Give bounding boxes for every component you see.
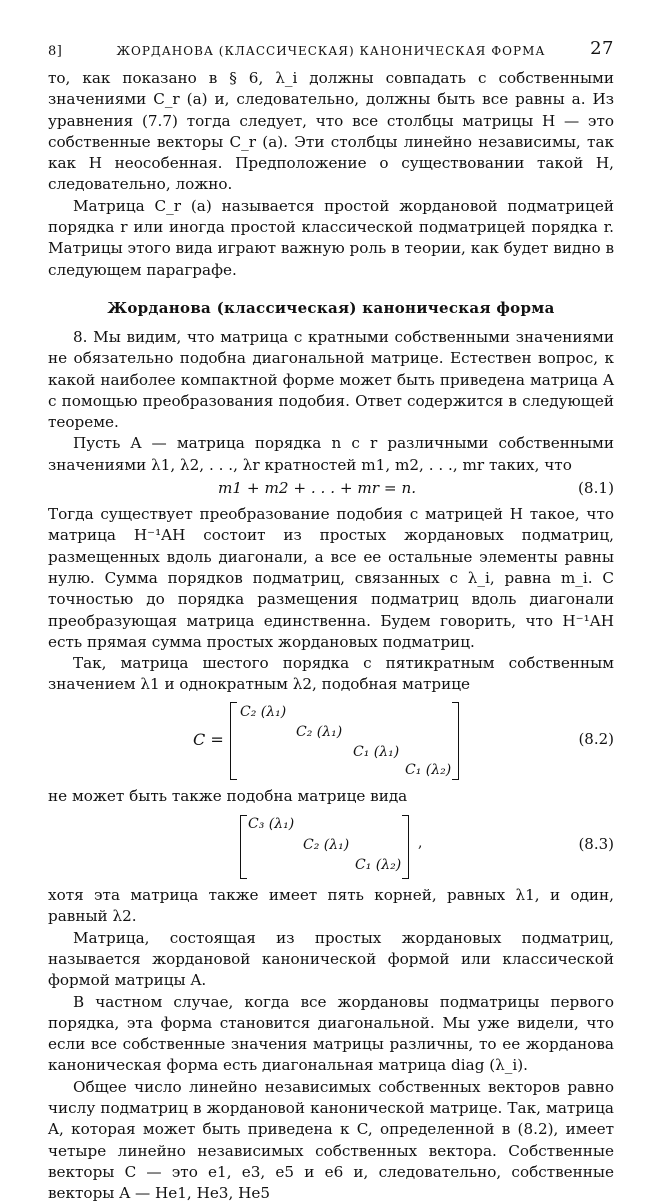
equation-8-1 xyxy=(48,476,614,504)
paragraph-10: В частном случае, когда все жордановы подматрицы первого порядка, эта форма становится диагональной. Мы уже видели, что если все собственные значения матрицы различны, то ее жорданова каноническая форма есть диагональная матрица diag (λ_i). xyxy=(48,992,614,1075)
running-title: ЖОРДАНОВА (КЛАССИЧЕСКАЯ) КАНОНИЧЕСКАЯ ФОРМА xyxy=(116,44,546,58)
matrix-cell: C₂ (λ₁) xyxy=(240,703,287,720)
matrix-cell: C₂ (λ₁) xyxy=(303,837,350,854)
matrix-8-3 xyxy=(48,807,614,885)
paragraph-2: Матрица C_r (a) называется простой жордановой подматрицей порядка r или иногда простой классической подматрицей порядка r. Матрицы этого вида играют важную роль в теории, как будет видно в следующем параграфе. xyxy=(48,196,614,279)
paragraph-5: Тогда существует преобразование подобия с матрицей H такое, что матрица H⁻¹AH состоит из простых жордановых подматриц, размещенных вдоль диагонали, а все ее остальные элементы равны нулю. Сумма порядков подматриц, связанных с λ_i, равна m_i. С точностью до порядка размещения подматриц вдоль диагонали преобразующая матрица единственна. Будем говорить, что H⁻¹AH есть прямая сумма простых жордановых подматриц. xyxy=(48,505,614,651)
running-header xyxy=(48,38,614,68)
page xyxy=(48,38,614,1204)
matrix-trailing-comma: , xyxy=(418,835,423,852)
right-bracket xyxy=(452,702,459,780)
matrix-cell: C₁ (λ₂) xyxy=(405,761,452,778)
paragraph-3: 8. Мы видим, что матрица с кратными собственными значениями не обязательно подобна диагональной матрице. Естествен вопрос, к какой наиболее компактной форме может быть приведена матрица A с помощью преобразования подобия. Ответ содержится в следующей теореме. xyxy=(48,327,614,432)
matrix-cell: C₂ (λ₁) xyxy=(296,723,343,740)
matrix-8-2 xyxy=(48,696,614,786)
equation-tag: (8.2) xyxy=(578,729,614,748)
equation-tag: (8.3) xyxy=(578,835,614,854)
left-bracket xyxy=(230,702,237,780)
matrix-lhs: C = xyxy=(193,729,224,749)
paragraph-1: то, как показано в § 6, λ_i должны совпадать с собственными значениями C_r (a) и, следовательно, должны быть все равны a. Из уравнения (7.7) тогда следует, что все столбцы матрицы H — это собственные векторы C_r (a). Эти столбцы линейно независимы, так как H неособенная. Предположение о существовании такой H, следовательно, ложно. xyxy=(48,69,614,194)
right-bracket xyxy=(402,815,409,879)
paragraph-6: Так, матрица шестого порядка с пятикратным собственным значением λ1 и однократным λ2, подобная матрице xyxy=(48,654,614,694)
paragraph-7: не может быть также подобна матрице вида xyxy=(48,786,408,805)
paragraph-9: Матрица, состоящая из простых жордановых подматриц, называется жордановой канонической формой или классической формой матрицы A. xyxy=(48,928,614,990)
paragraph-11: Общее число линейно независимых собственных векторов равно числу подматриц в жордановой канонической матрице. Так, матрица A, которая может быть приведена к C, определенной в (8.2), имеет четыре линейно независимых собственных вектора. Собственные векторы C — это e1, e3, e5 и e6 и, следовательно, собственные векторы A — He1, He3, He5 xyxy=(48,1077,614,1203)
matrix-cell: C₁ (λ₁) xyxy=(353,743,400,760)
equation-tag: (8.1) xyxy=(577,479,614,498)
paragraph-4: Пусть A — матрица порядка n с r различными собственными значениями λ1, λ2, . . ., λr кратностей m1, m2, . . ., mr таких, что xyxy=(48,434,614,474)
matrix-cell: C₁ (λ₂) xyxy=(355,857,402,874)
left-bracket xyxy=(240,815,247,879)
section-marker: 8] xyxy=(48,44,63,59)
matrix-cell: C₃ (λ₁) xyxy=(248,816,295,833)
equation-body: m1 + m2 + . . . + mr = n. xyxy=(218,479,417,498)
section-heading: Жорданова (классическая) каноническая форма xyxy=(107,298,555,317)
page-number: 27 xyxy=(590,38,614,59)
paragraph-8: хотя эта матрица также имеет пять корней, равных λ1, и один, равный λ2. xyxy=(48,886,614,926)
